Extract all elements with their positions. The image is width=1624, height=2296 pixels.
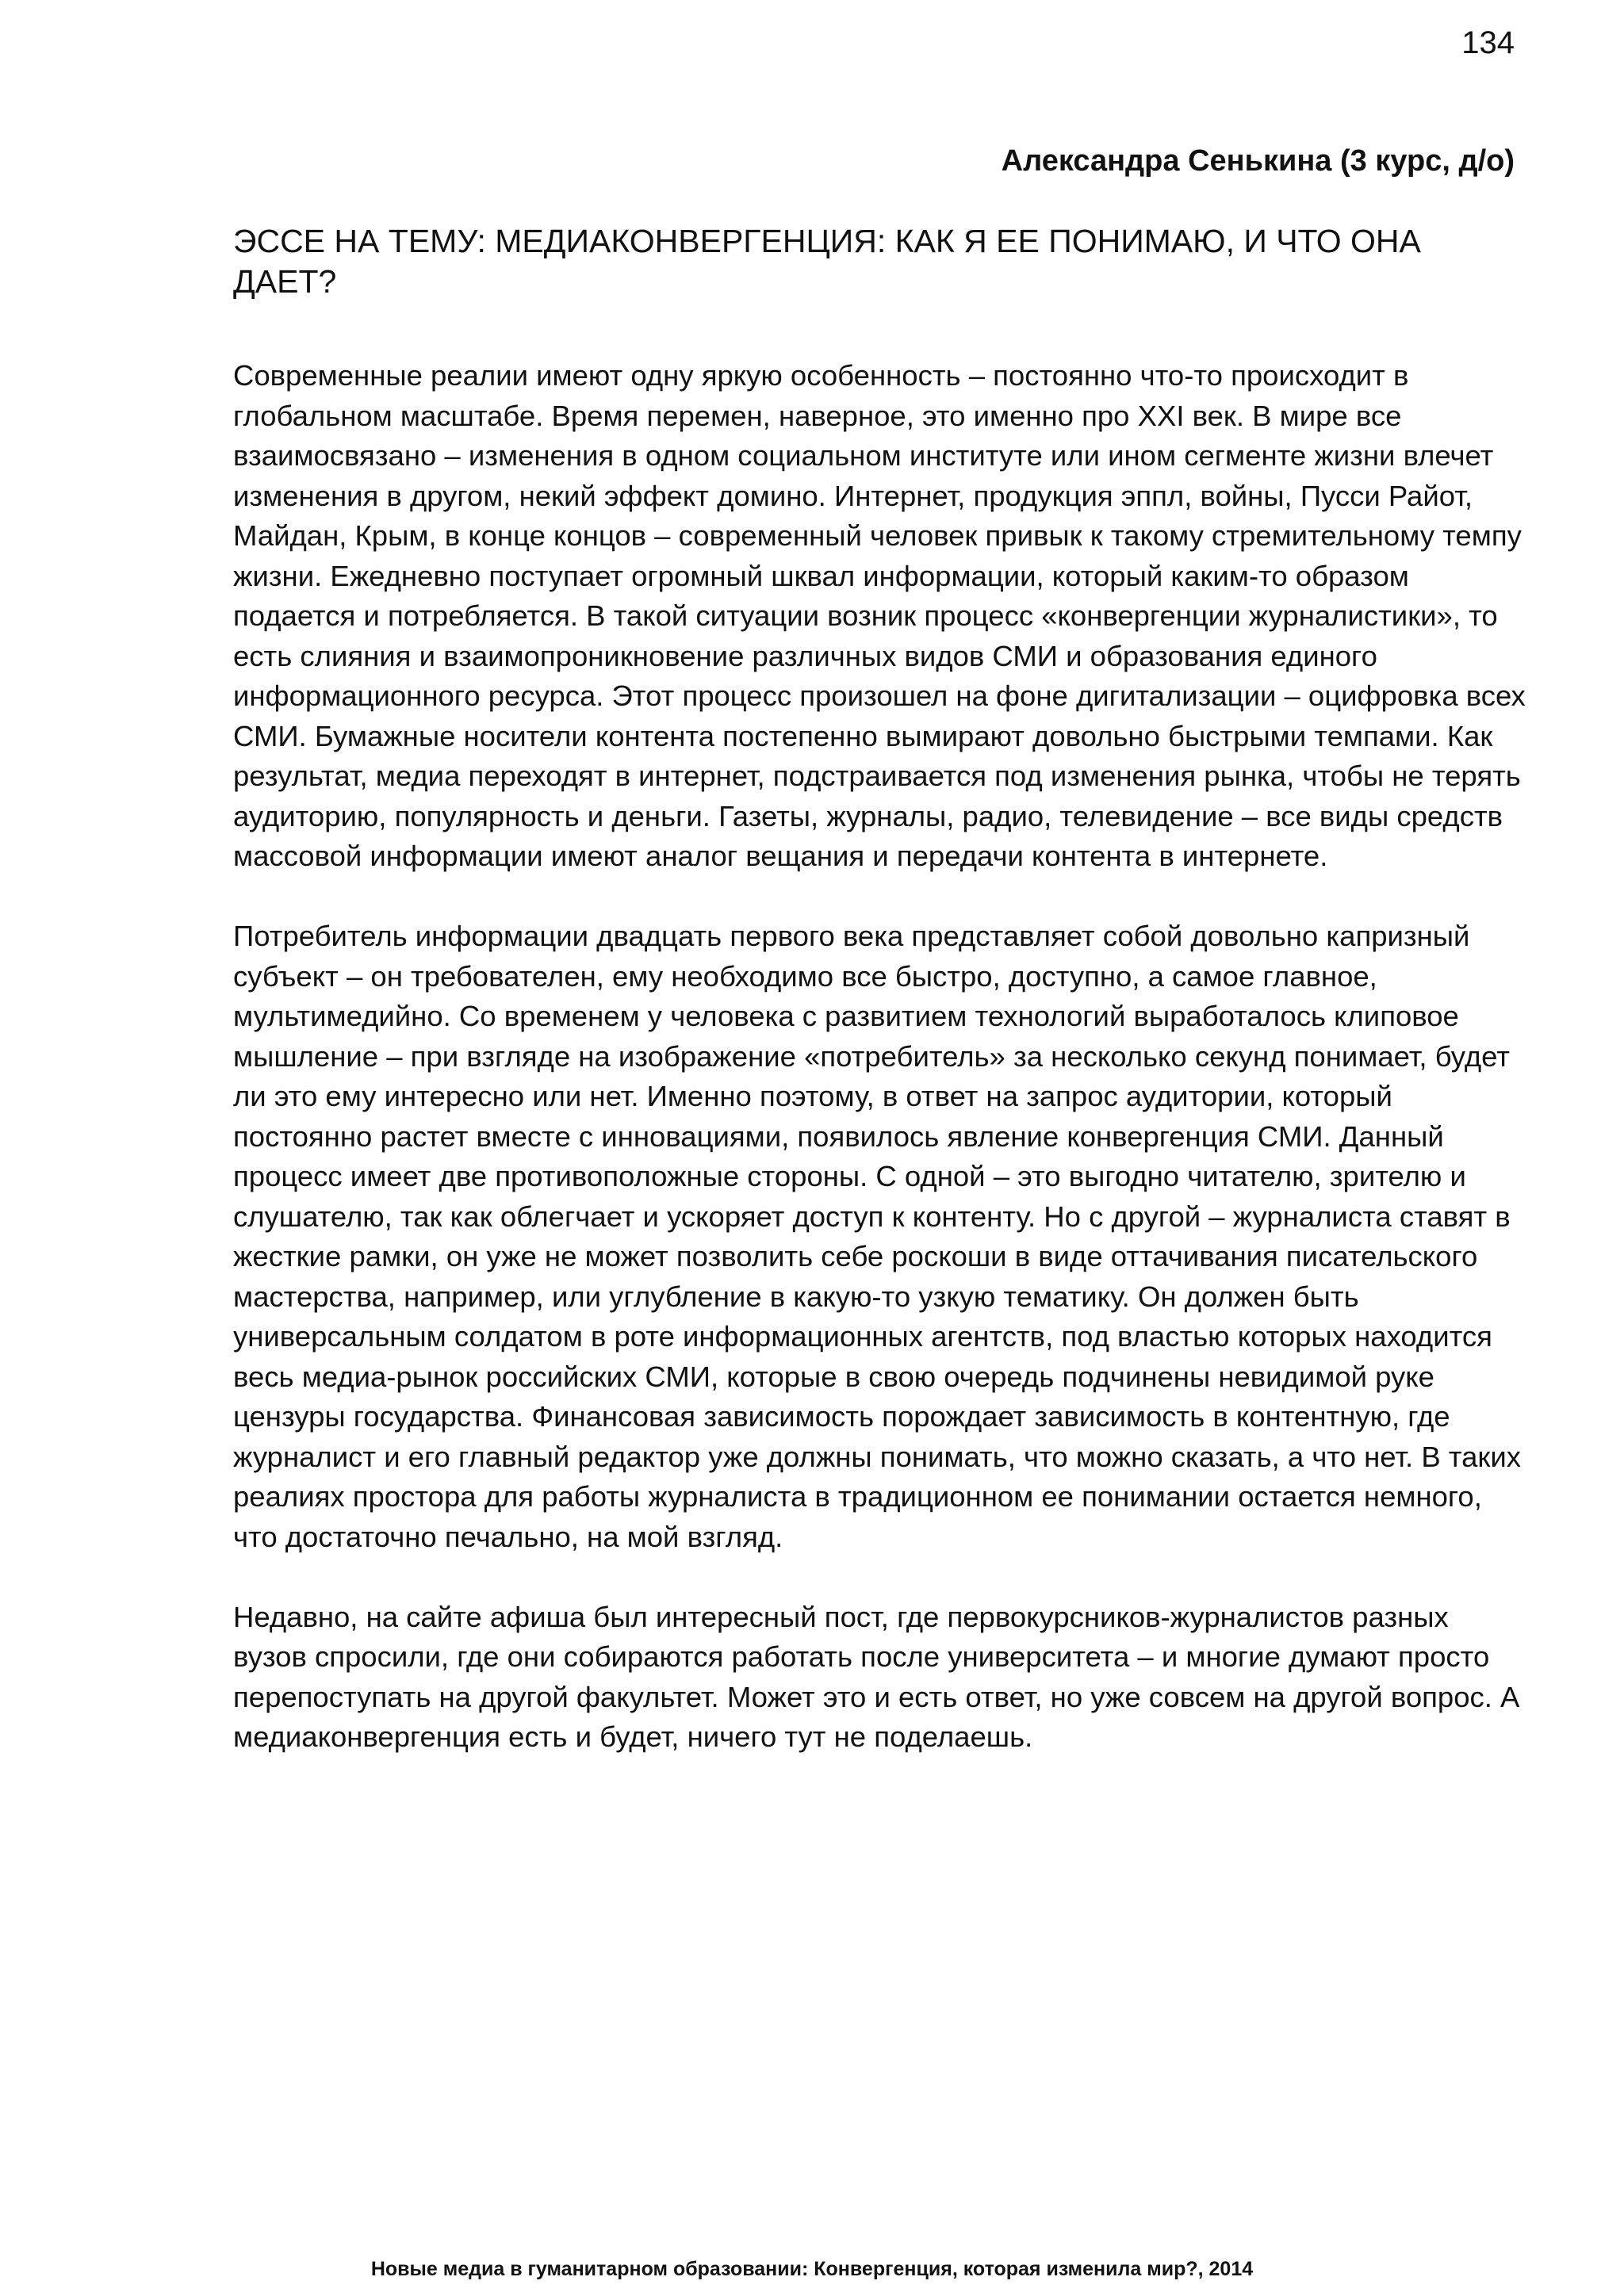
author-line: Александра Сенькина (3 курс, д/о) bbox=[1001, 144, 1515, 178]
paragraph-3: Недавно, на сайте афиша был интересный пост, где первокурсников-журналистов разных вузов спросили, где они собираются работать после университета – и многие думают просто перепоступать на другой факультет. Может это и есть ответ, но уже совсем на другой вопрос. А медиаконвергенция есть и будет, ничего тут не поделаешь. bbox=[233, 1600, 1520, 1753]
paragraph-2: Потребитель информации двадцать первого века представляет собой довольно капризный субъект – он требователен, ему необходимо все быстро, доступно, а самое главное, мультимедийно. Со временем у человека с развитием технологий выработалось клиповое мышление – при взгляде на изображение «потребитель» за несколько секунд понимает, будет ли это ему интересно или нет. Именно поэтому, в ответ на запрос аудитории, который постоянно растет вместе с инновациями, появилось явление конвергенция СМИ. Данный процесс имеет две противоположные стороны. С одной – это выгодно читателю, зрителю и слушателю, так как облегчает и ускоряет доступ к контенту. Но с другой – журналиста ставят в жесткие рамки, он уже не может позволить себе роскоши в виде оттачивания писательского мастерства, например, или углубление в какую-то узкую тематику. Он должен быть универсальным солдатом в роте информационных агентств, под властью которых находится весь медиа-рынок российских СМИ, которые в свою очередь подчинены невидимой руке цензуры государства. Финансовая зависимость порождает зависимость в контентную, где журналист и его главный редактор уже должны понимать, что можно сказать, а что нет. В таких реалиях простора для работы журналиста в традиционном ее понимании остается немного, что достаточно печально, на мой взгляд. bbox=[233, 920, 1522, 1553]
paragraph-1: Современные реалии имеют одну яркую особенность – постоянно что-то происходит в глобальном масштабе. Время перемен, наверное, это именно про XXI век. В мире все взаимосвязано – изменения в одном социальном институте или ином сегменте жизни влечет изменения в другом, некий эффект домино. Интернет, продукция эппл, войны, Пусси Райот, Майдан, Крым, в конце концов – современный человек привык к такому стремительному темпу жизни. Ежедневно поступает огромный шквал информации, который каким-то образом подается и потребляется. В такой ситуации возник процесс «конвергенции журналистики», то есть слияния и взаимопроникновение различных видов СМИ и образования единого информационного ресурса. Этот процесс произошел на фоне дигитализации – оцифровка всех СМИ. Бумажные носители контента постепенно вымирают довольно быстрыми темпами. Как результат, медиа переходят в интернет, подстраивается под изменения рынка, чтобы не терять аудиторию, популярность и деньги. Газеты, журналы, радио, телевидение – все виды средств массовой информации имеют аналог вещания и передачи контента в интернете. bbox=[233, 359, 1526, 872]
page-number: 134 bbox=[1461, 25, 1515, 60]
essay-body bbox=[233, 356, 1526, 1797]
essay-title: ЭССЕ НА ТЕМУ: МЕДИАКОНВЕРГЕНЦИЯ: КАК Я ЕЕ ПОНИМАЮ, И ЧТО ОНА ДАЕТ? bbox=[233, 223, 1421, 300]
page-footer: Новые медиа в гуманитарном образовании: Конвергенция, которая изменила мир?, 2014 bbox=[370, 2258, 1254, 2280]
